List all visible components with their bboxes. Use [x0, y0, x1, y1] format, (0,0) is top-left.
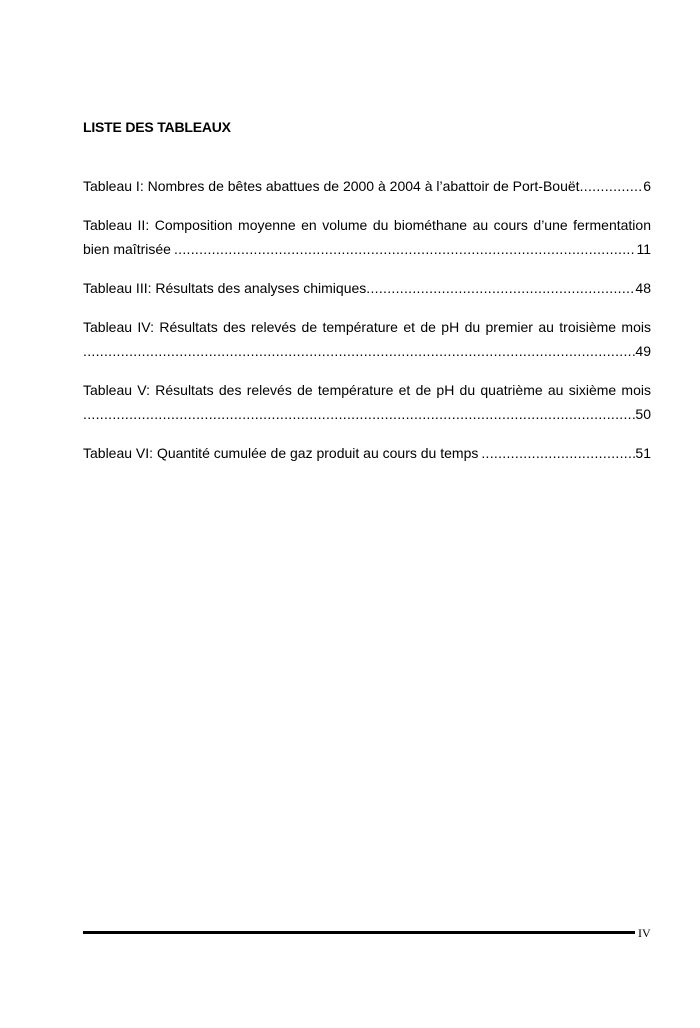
page-number: IV	[638, 926, 651, 940]
dot-leader	[366, 276, 635, 300]
entry-title: Tableau III: Résultats des analyses chimiques	[83, 280, 367, 296]
dot-leader	[580, 174, 644, 198]
toc-entry-4[interactable]	[83, 315, 651, 363]
entry-page: 11	[636, 241, 651, 257]
table-list	[83, 174, 651, 480]
dot-leader	[481, 441, 635, 465]
toc-entry-5[interactable]	[83, 378, 651, 426]
entry-page: 51	[635, 445, 651, 461]
entry-page: 49	[635, 343, 651, 359]
entry-title: Tableau IV: Résultats des relevés de température et de pH du premier au troisième mois	[83, 319, 651, 335]
entry-page: 6	[643, 178, 651, 194]
entry-title: Tableau V: Résultats des relevés de température et de pH du quatrième au sixième mois	[83, 382, 651, 398]
entry-title: Tableau II: Composition moyenne en volume du biométhane au cours d’une fermentation	[83, 217, 651, 233]
entry-title-cont: bien maîtrisée	[83, 241, 171, 257]
dot-leader	[83, 339, 635, 363]
toc-entry-6[interactable]	[83, 441, 651, 465]
toc-entry-2[interactable]	[83, 213, 651, 261]
entry-page: 48	[635, 280, 651, 296]
dot-leader	[83, 402, 635, 426]
footer-rule	[83, 931, 635, 934]
entry-title: Tableau VI: Quantité cumulée de gaz produit au cours du temps	[83, 445, 479, 461]
dot-leader	[174, 237, 637, 261]
page-title: LISTE DES TABLEAUX	[83, 119, 231, 135]
entry-page: 50	[635, 406, 651, 422]
entry-title: Tableau I: Nombres de bêtes abattues de 2000 à 2004 à l’abattoir de Port-Bouët	[83, 178, 580, 194]
toc-entry-1[interactable]	[83, 174, 651, 198]
toc-entry-3[interactable]	[83, 276, 651, 300]
